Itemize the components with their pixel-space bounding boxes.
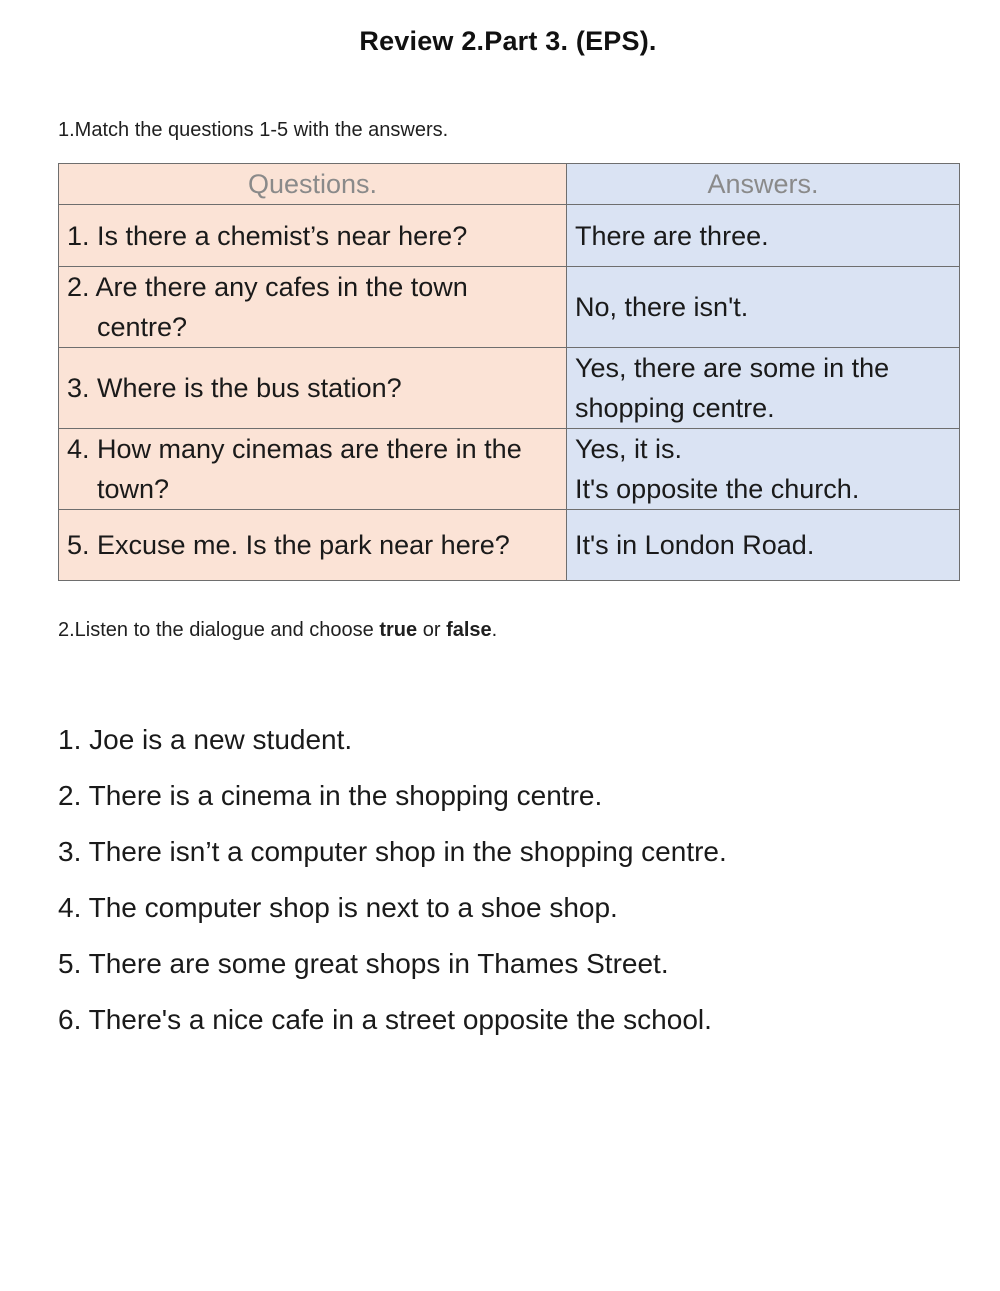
question-cell [59, 510, 567, 581]
answer-text: There are three. [575, 220, 769, 251]
false-keyword: false [446, 619, 492, 641]
answer-cell [567, 348, 960, 429]
true-false-statements [58, 717, 727, 1053]
list-item: 6. There's a nice cafe in a street opposite the school. [58, 1004, 712, 1035]
answer-text: It's in London Road. [575, 530, 815, 560]
list-item: 4. The computer shop is next to a shoe shop. [58, 892, 618, 923]
list-item: 3. There isn’t a computer shop in the shopping centre. [58, 836, 727, 867]
question-text: 3. Where is the bus station? [67, 373, 402, 403]
answer-cell [567, 205, 960, 267]
answer-text-line-1: Yes, there are some in the [575, 353, 890, 383]
exercise-1-instruction: 1.Match the questions 1-5 with the answers. [58, 119, 449, 141]
question-cell [59, 429, 567, 510]
question-text: 2. Are there any cafes in the town centre? [67, 272, 468, 342]
exercise-2-instruction [58, 619, 497, 642]
answers-header: Answers. [567, 164, 960, 205]
question-text: 1. Is there a chemist’s near here? [67, 220, 468, 251]
questions-header: Questions. [59, 164, 567, 205]
answer-text-line-1: Yes, it is. [575, 434, 683, 464]
list-item: 5. There are some great shops in Thames Street. [58, 948, 669, 979]
or-text: or [417, 619, 447, 641]
table-row [59, 510, 960, 581]
instruction-text: 2.Listen to the dialogue and choose [58, 619, 380, 641]
table-row [59, 205, 960, 267]
table-header-row [59, 164, 960, 205]
list-item: 1. Joe is a new student. [58, 724, 353, 755]
answer-text-line-2: shopping centre. [575, 393, 775, 423]
answer-cell [567, 267, 960, 348]
matching-table [58, 163, 960, 581]
page-title: Review 2.Part 3. (EPS). [359, 26, 657, 56]
answer-cell [567, 510, 960, 581]
table-row [59, 348, 960, 429]
instruction-end: . [491, 619, 498, 641]
true-keyword: true [379, 619, 418, 641]
question-cell [59, 348, 567, 429]
answer-text-line-2: It's opposite the church. [575, 474, 860, 504]
table-row [59, 267, 960, 348]
question-cell [59, 205, 567, 267]
list-item: 2. There is a cinema in the shopping centre. [58, 780, 603, 811]
question-text: 5. Excuse me. Is the park near here? [67, 530, 510, 560]
question-cell [59, 267, 567, 348]
answer-text: No, there isn't. [575, 292, 749, 322]
table-row [59, 429, 960, 510]
answer-cell [567, 429, 960, 510]
question-text: 4. How many cinemas are there in the town? [67, 434, 522, 504]
